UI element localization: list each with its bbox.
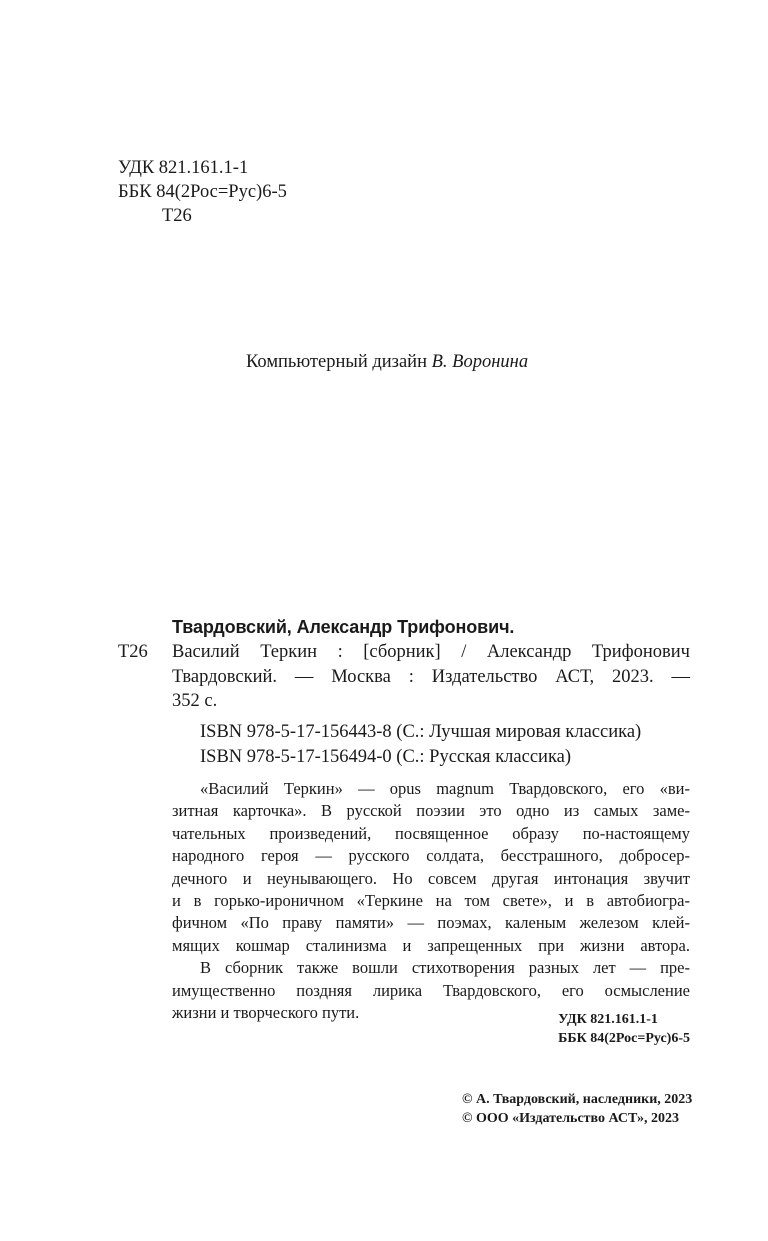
- annotation-line: В сборник также вошли стихотворения разных лет — пре-: [200, 958, 690, 978]
- annotation: [172, 778, 690, 1024]
- udk-code-bottom: УДК 821.161.1-1: [558, 1012, 658, 1027]
- isbn-line: ISBN 978-5-17-156443-8 (С.: Лучшая мировая классика): [200, 722, 642, 742]
- designer-name: В. Воронина: [431, 352, 529, 372]
- author-sign: Т26: [162, 206, 192, 226]
- udk-code: УДК 821.161.1-1: [118, 158, 249, 178]
- bibliographic-description: [172, 640, 690, 714]
- description-line: Василий Теркин : [сборник] / Александр Трифонович: [172, 642, 690, 662]
- annotation-line: фичном «По праву памяти» — поэмах, каленым железом клей-: [172, 913, 690, 933]
- author-sign-left: Т26: [118, 642, 148, 662]
- copyright-line: © А. Твардовский, наследники, 2023: [462, 1092, 693, 1107]
- copyright-block: [462, 1090, 692, 1128]
- annotation-line: жизни и творческого пути.: [172, 1002, 360, 1022]
- description-line: Твардовский. — Москва : Издательство АСТ, 2023. —: [172, 666, 690, 687]
- bbk-code: ББК 84(2Рос=Рус)6-5: [118, 182, 287, 202]
- bbk-code-bottom: ББК 84(2Рос=Рус)6-5: [558, 1031, 690, 1046]
- annotation-line: дечного и неунывающего. Но совсем другая интонация звучит: [172, 868, 690, 888]
- isbn-line: ISBN 978-5-17-156494-0 (С.: Русская классика): [200, 747, 572, 767]
- copyright-line: © ООО «Издательство АСТ», 2023: [462, 1111, 680, 1126]
- annotation-line: мящих кошмар сталинизма и запрещенных при жизни автора.: [172, 935, 690, 955]
- isbn-block: [200, 720, 641, 770]
- annotation-line: народного героя — русского солдата, бесстрашного, добросер-: [172, 846, 690, 866]
- annotation-line: и в горько-ироничном «Теркине на том свете», и в автобиогра-: [172, 890, 690, 910]
- annotation-line: имущественно поздняя лирика Твардовского, его осмысление: [172, 980, 690, 1000]
- design-credit-label: Компьютерный дизайн: [246, 352, 432, 372]
- annotation-line: зитная карточка». В русской поэзии это одно из самых заме-: [172, 801, 690, 821]
- classification-codes-bottom: [558, 1010, 690, 1048]
- description-line: 352 с.: [172, 691, 218, 711]
- author-heading: Твардовский, Александр Трифонович.: [172, 617, 515, 637]
- classification-codes-top: [118, 156, 287, 228]
- design-credit: [246, 350, 528, 374]
- annotation-line: «Василий Теркин» — opus magnum Твардовского, его «ви-: [200, 779, 690, 798]
- annotation-line: чательных произведений, посвященное образу по-настоящему: [172, 823, 690, 843]
